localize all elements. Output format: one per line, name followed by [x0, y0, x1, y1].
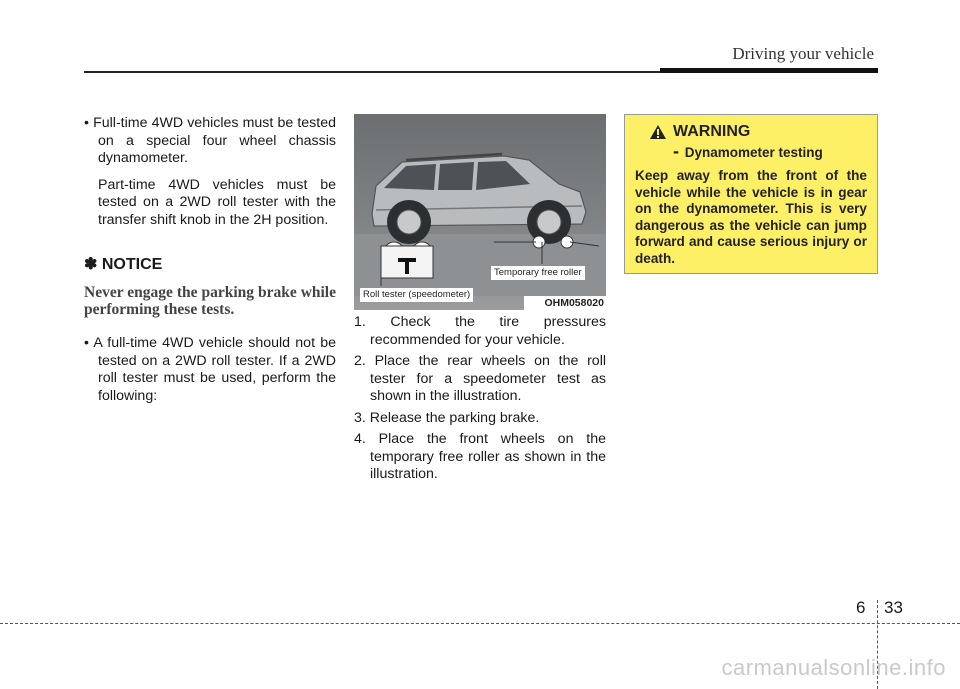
page-number: 33 [884, 598, 903, 617]
warning-header [649, 123, 867, 141]
steps-list [354, 314, 606, 488]
notice-icon: ✽ [84, 256, 98, 273]
suv-on-rollers-illustration [354, 114, 606, 310]
header-rule-accent [660, 68, 878, 73]
notice-label: NOTICE [101, 256, 163, 273]
footer-rule [0, 623, 960, 624]
bullet-continuation: Part-time 4WD vehicles must be tested on a 2WD roll tester with the transfer shift knob in the 2H position. [98, 176, 336, 228]
watermark-text: carmanualsonline.info [721, 655, 946, 680]
warning-dash: - [673, 141, 679, 161]
left-column [84, 115, 336, 419]
warning-box [624, 114, 878, 274]
list-item: 2. Place the rear wheels on the roll tester for a speedometer test as shown in the illustration. [354, 353, 606, 404]
header-rule [84, 71, 660, 73]
warning-triangle-icon [649, 124, 667, 140]
warning-title: WARNING [673, 123, 751, 140]
label-roll-tester: Roll tester (speedometer) [360, 288, 473, 302]
chapter-number: 6 [856, 598, 866, 617]
figure-code: OHM058020 [544, 297, 604, 309]
warning-body: Keep away from the front of the vehicle while the vehicle is in gear on the dynamometer. This is very dangerous as the vehicle can jump forward and cause serious injury or death. [635, 168, 867, 266]
bullet-item: • Full-time 4WD vehicles must be tested on a special four wheel chassis dynamometer. [84, 115, 336, 166]
notice-heading [84, 255, 336, 275]
list-item: 4. Place the front wheels on the temporary free roller as shown in the illustration. [354, 431, 606, 482]
bullet-item: • A full-time 4WD vehicle should not be tested on a 2WD roll tester. If a 2WD roll tester must be used, perform the following: [84, 335, 336, 404]
list-item: 1. Check the tire pressures recommended for your vehicle. [354, 314, 606, 348]
page-header-title: Driving your vehicle [732, 44, 874, 63]
label-temporary-free-roller: Temporary free roller [491, 266, 585, 280]
warning-subtitle: - Dynamometer testing [673, 141, 823, 161]
list-item: 3. Release the parking brake. [354, 409, 540, 426]
notice-text: Never engage the parking brake while performing these tests. [84, 284, 336, 318]
dynamometer-illustration [354, 114, 606, 310]
